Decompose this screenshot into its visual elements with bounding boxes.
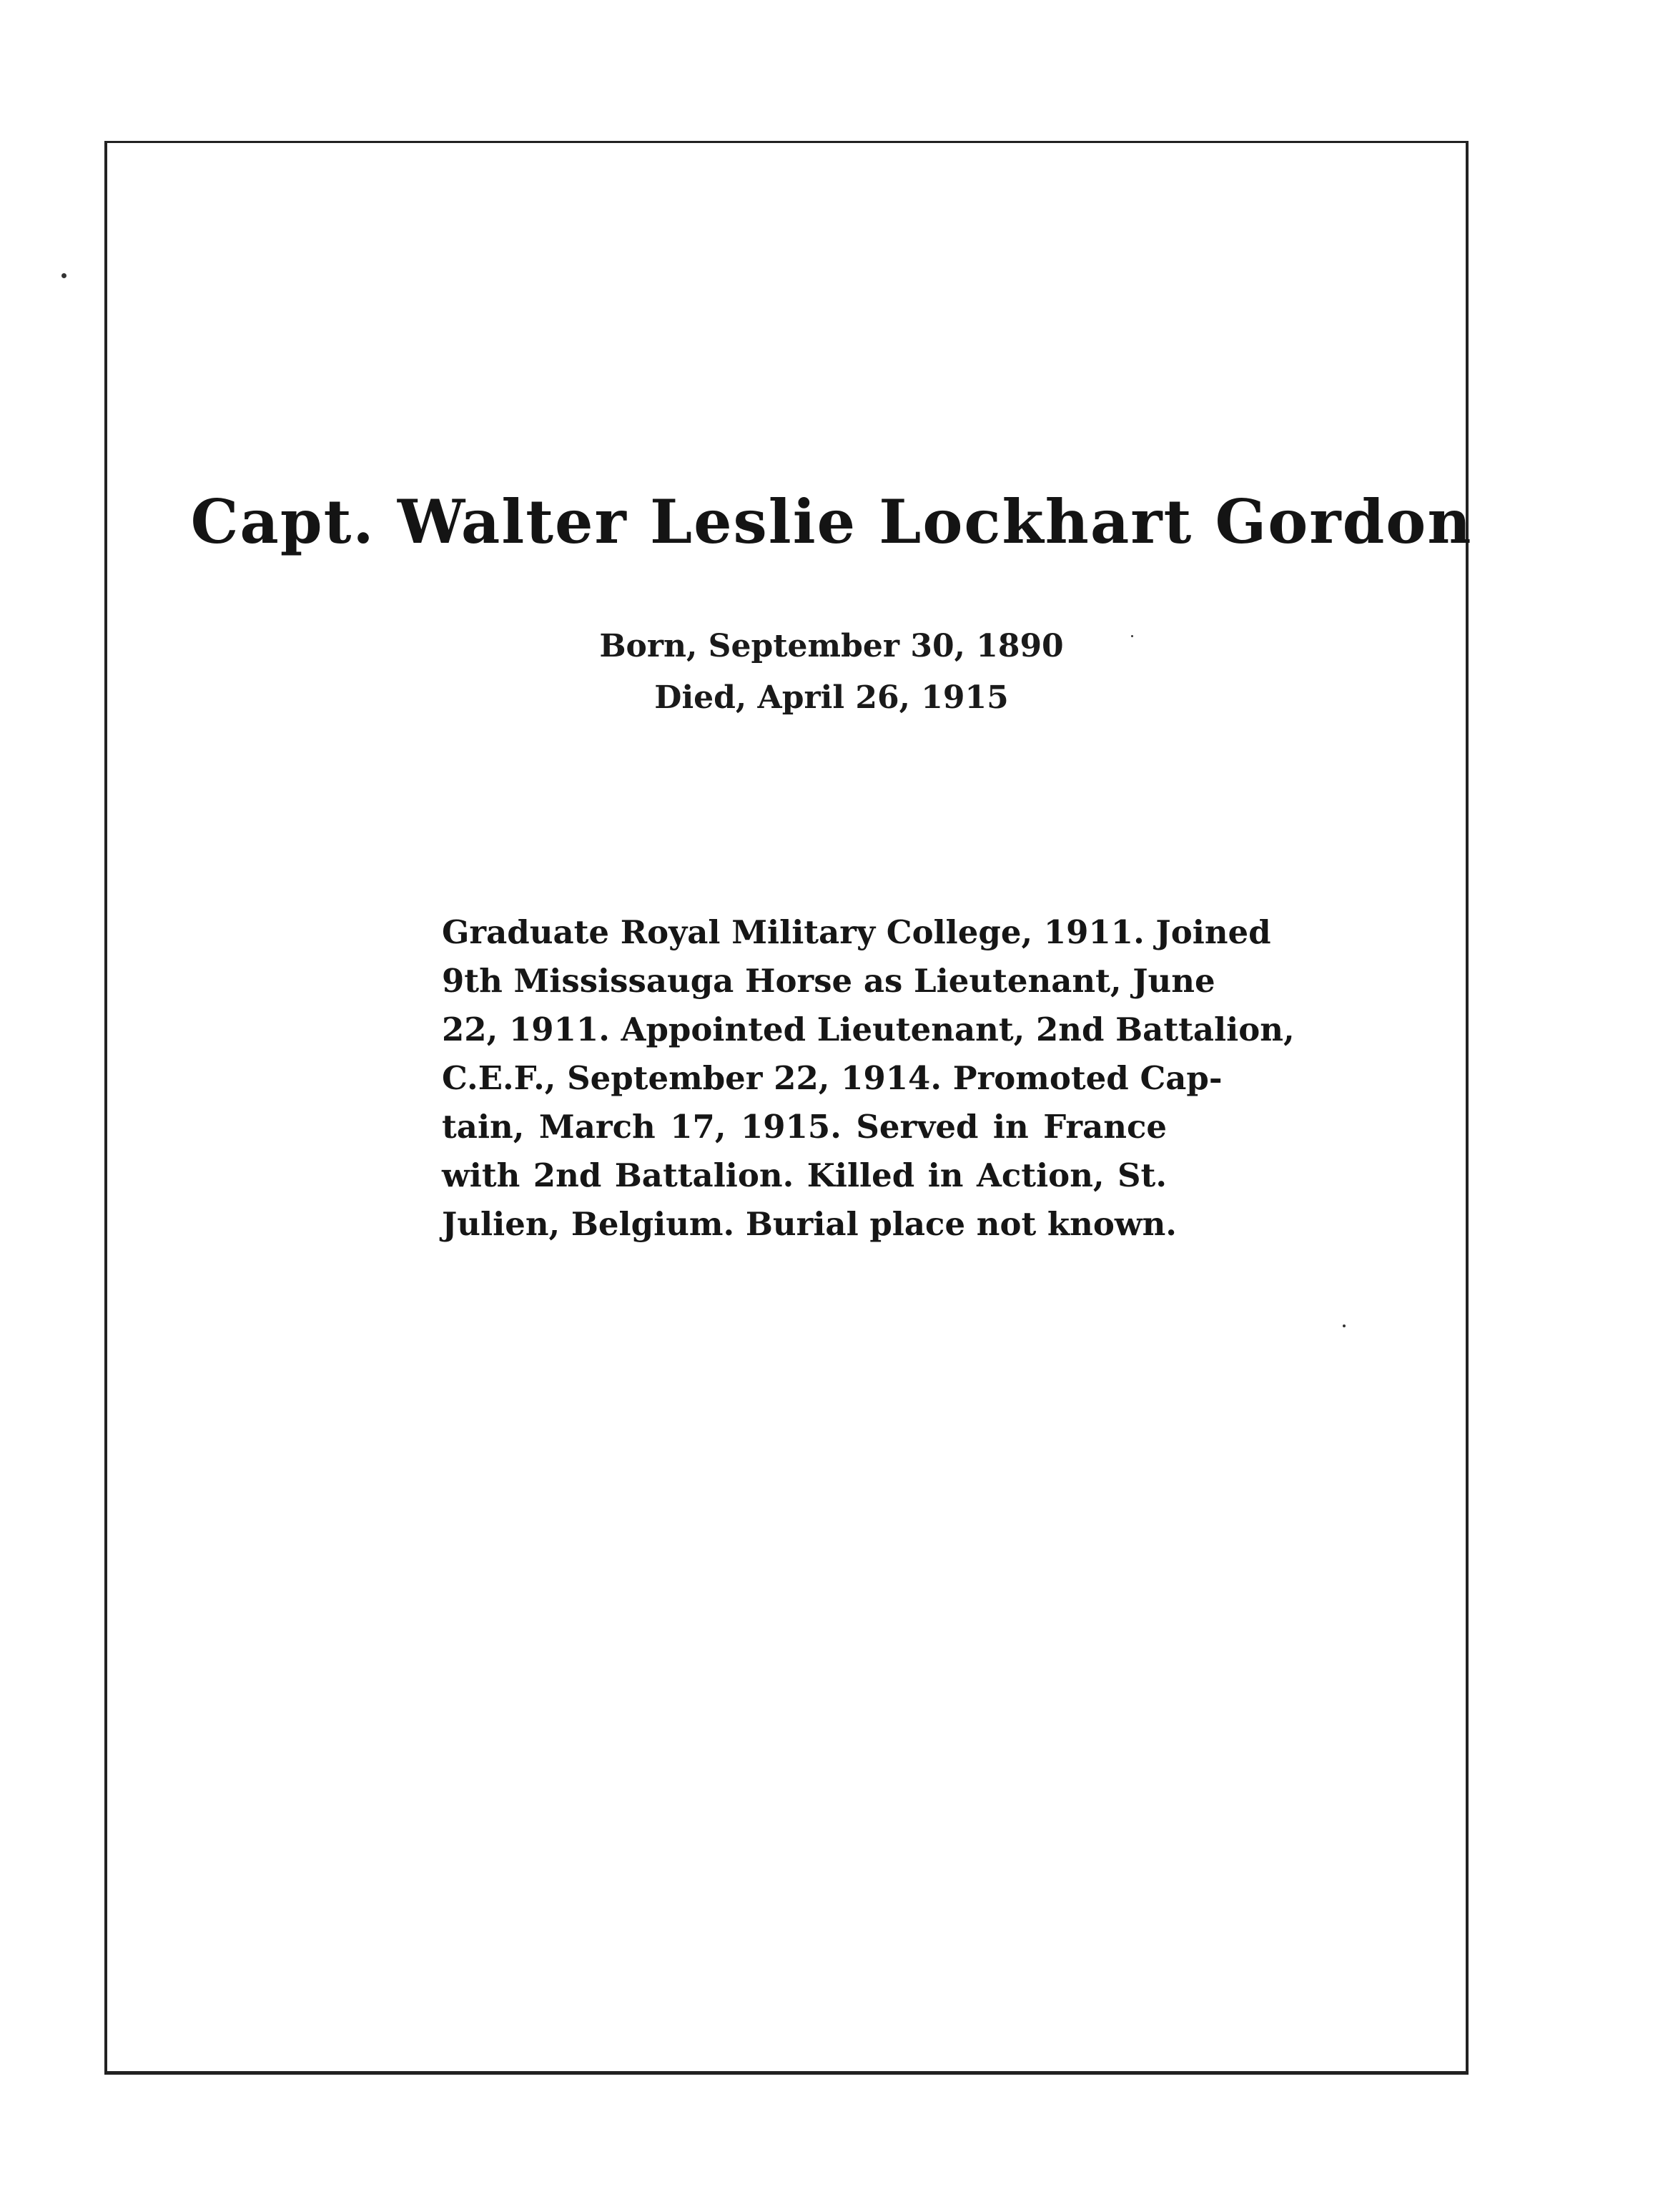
biography-line: 9th Mississauga Horse as Lieutenant, June bbox=[442, 962, 1215, 1000]
birth-date: Born, September 30, 1890 bbox=[599, 628, 1064, 664]
biography-line: C.E.F., September 22, 1914. Promoted Cap- bbox=[442, 1059, 1223, 1097]
biography-line: 22, 1911. Appointed Lieutenant, 2nd Battalion, bbox=[442, 1011, 1295, 1048]
death-date: Died, April 26, 1915 bbox=[654, 679, 1009, 716]
scan-speck bbox=[61, 273, 66, 278]
memorial-title: Capt. Walter Leslie Lockhart Gordon bbox=[190, 486, 1473, 557]
biography-line: with 2nd Battalion. Killed in Action, St. bbox=[442, 1156, 1167, 1194]
biography-line: Julien, Belgium. Burial place not known. bbox=[442, 1205, 1177, 1243]
biography-paragraph bbox=[442, 908, 1295, 1249]
biography-line: Graduate Royal Military College, 1911. Joined bbox=[442, 913, 1271, 951]
biography-line: tain, March 17, 1915. Served in France bbox=[442, 1108, 1167, 1146]
scan-speck bbox=[1343, 1324, 1346, 1327]
